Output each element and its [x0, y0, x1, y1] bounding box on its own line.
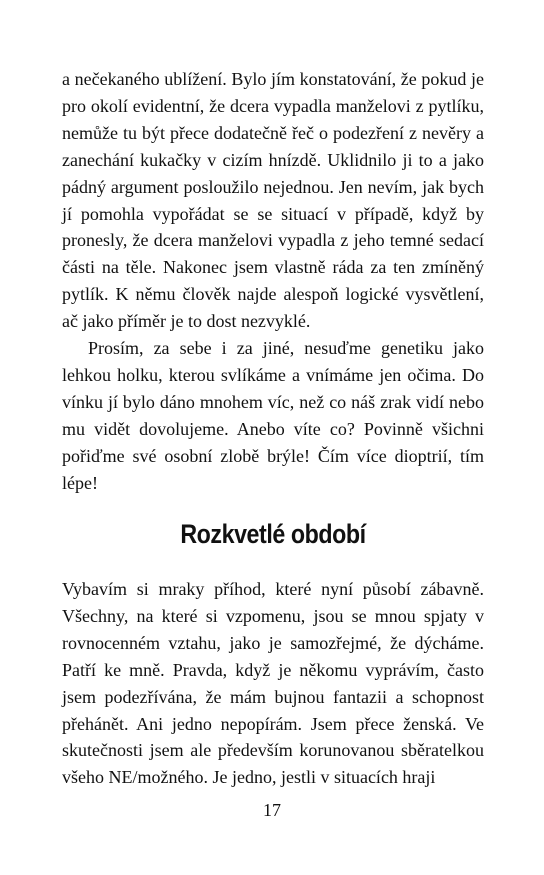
paragraph-genetics: Prosím, za sebe i za jiné, nesuďme genetiku jako lehkou holku, kterou svlíkáme a vnímáme jen očima. Do vínku jí bylo dáno mnohem víc, než co náš zrak vidí nebo mu vidět dovolujeme. Anebo víte co? Povinně všichni pořiďme své osobní zlobě brýle! Čím více dioptrií, tím lépe!: [62, 338, 484, 493]
chapter-body: [62, 576, 484, 791]
book-page: [62, 66, 484, 788]
page-number: 17: [263, 800, 281, 820]
paragraph-chapter-start: Vybavím si mraky příhod, které nyní působí zábavně. Všechny, na které si vzpomenu, jsou se mnou spjaty v rovnocenném vztahu, jako je samozřejmé, že dýcháme. Patří ke mně. Pravda, když je někomu vyprávím, často jsem podezřívána, že mám bujnou fantazii a schopnost přehánět. Ani jedno nepopírám. Jsem přece ženská. Ve skutečnosti jsem ale především korunovanou sběratelkou všeho NE/možného. Je jedno, jestli v situacích hraji: [62, 579, 484, 788]
paragraph-continued: a nečekaného ublížení. Bylo jím konstatování, že pokud je pro okolí evidentní, že dcera vypadla manželovi z pytlíku, nemůže tu být přece dodatečně řeč o podezření z nevěry a zanechání kukačky v cizím hnízdě. Uklidnilo ji to a jako pádný argument posloužilo nejednou. Jen nevím, jak bych jí pomohla vypořádat se se situací v případě, když by pronesly, že dcera manželovi vypadla z jeho temné sedací části na těle. Nakonec jsem vlastně ráda za ten zmíněný pytlík. K němu člověk najde alespoň logické vysvětlení, ač jako příměr je to dost nezvyklé.: [62, 69, 484, 332]
chapter-heading: Rozkvetlé období: [180, 519, 366, 549]
